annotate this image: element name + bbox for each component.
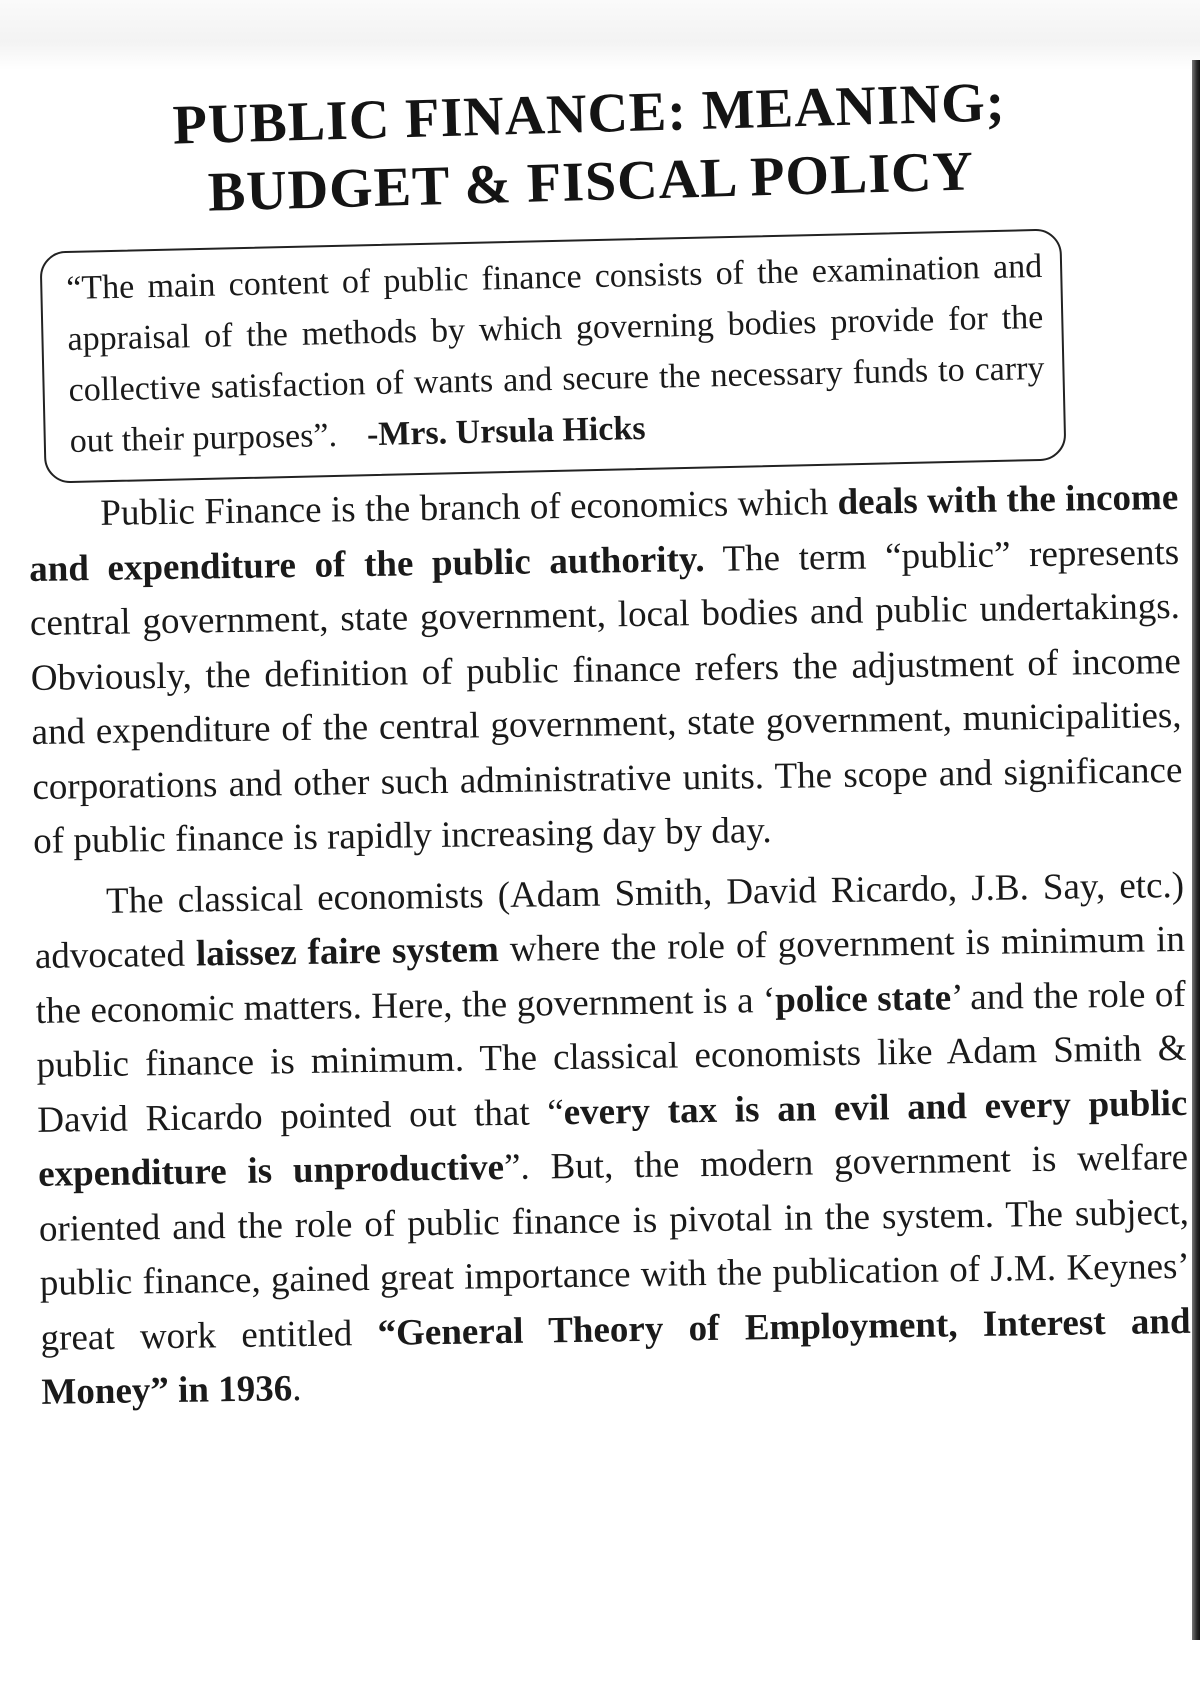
paragraph-1-bold: deals with the income and expenditure of the public authority. — [28, 476, 1179, 590]
title-line-1: PUBLIC FINANCE: MEANING; — [171, 71, 1007, 157]
paragraph-2-text-c: ’ and the role of public finance is minimum. The classical economists like Adam Smith & David Ricardo pointed out that “ — [36, 973, 1187, 1141]
page-binding-edge — [1192, 60, 1200, 1640]
quote-body: “The main content of public finance consists of the examination and appraisal of the methods by which governing bodies provide for the collective satisfaction of wants and secure the necessary funds to carry out their purposes”. — [65, 247, 1045, 460]
paragraph-2 — [34, 858, 1192, 1420]
paragraph-2-bold-a: laissez faire system — [195, 929, 500, 975]
paragraph-2-bold-c: every tax is an evil and every public expenditure is unproductive — [37, 1082, 1188, 1195]
paragraph-1-text-a: Public Finance is the branch of economics which — [100, 481, 838, 534]
body-text — [28, 471, 1192, 1420]
quote-text — [66, 241, 1046, 467]
paragraph-1-text-b: The term “public” represents central government, state government, local bodies and public undertakings. Obviously, the definition of public finance refers the adjustment of income and expenditure of the central government, state government, municipalities, corporations and other such administrative units. The scope and significance of public finance is rapidly increasing day by day. — [29, 531, 1183, 862]
paragraph-2-bold-b: police state — [774, 976, 952, 1021]
quote-box — [39, 228, 1066, 483]
page-title — [58, 65, 1121, 231]
paragraph-2-bold-d: “General Theory of Employment, Interest and Money” in 1936 — [41, 1300, 1191, 1413]
quote-author: -Mrs. Ursula Hicks — [366, 409, 646, 454]
paragraph-2-text-e: . — [291, 1368, 302, 1410]
paragraph-2-text-a: The classical economists (Adam Smith, David Ricardo, J.B. Say, etc.) advocated — [34, 864, 1185, 977]
page-top-fringe — [0, 0, 1200, 70]
paragraph-2-text-b: where the role of government is minimum in the economic matters. Here, the government is a ‘ — [35, 918, 1186, 1032]
paragraph-1 — [28, 471, 1184, 870]
paragraph-2-text-d: ”. But, the modern government is welfare oriented and the role of public finance is pivotal in the system. The subject, public finance, gained great importance with the publication of J.M. Keynes’ great work entitled — [38, 1136, 1190, 1359]
title-line-2: BUDGET & FISCAL POLICY — [207, 140, 975, 224]
